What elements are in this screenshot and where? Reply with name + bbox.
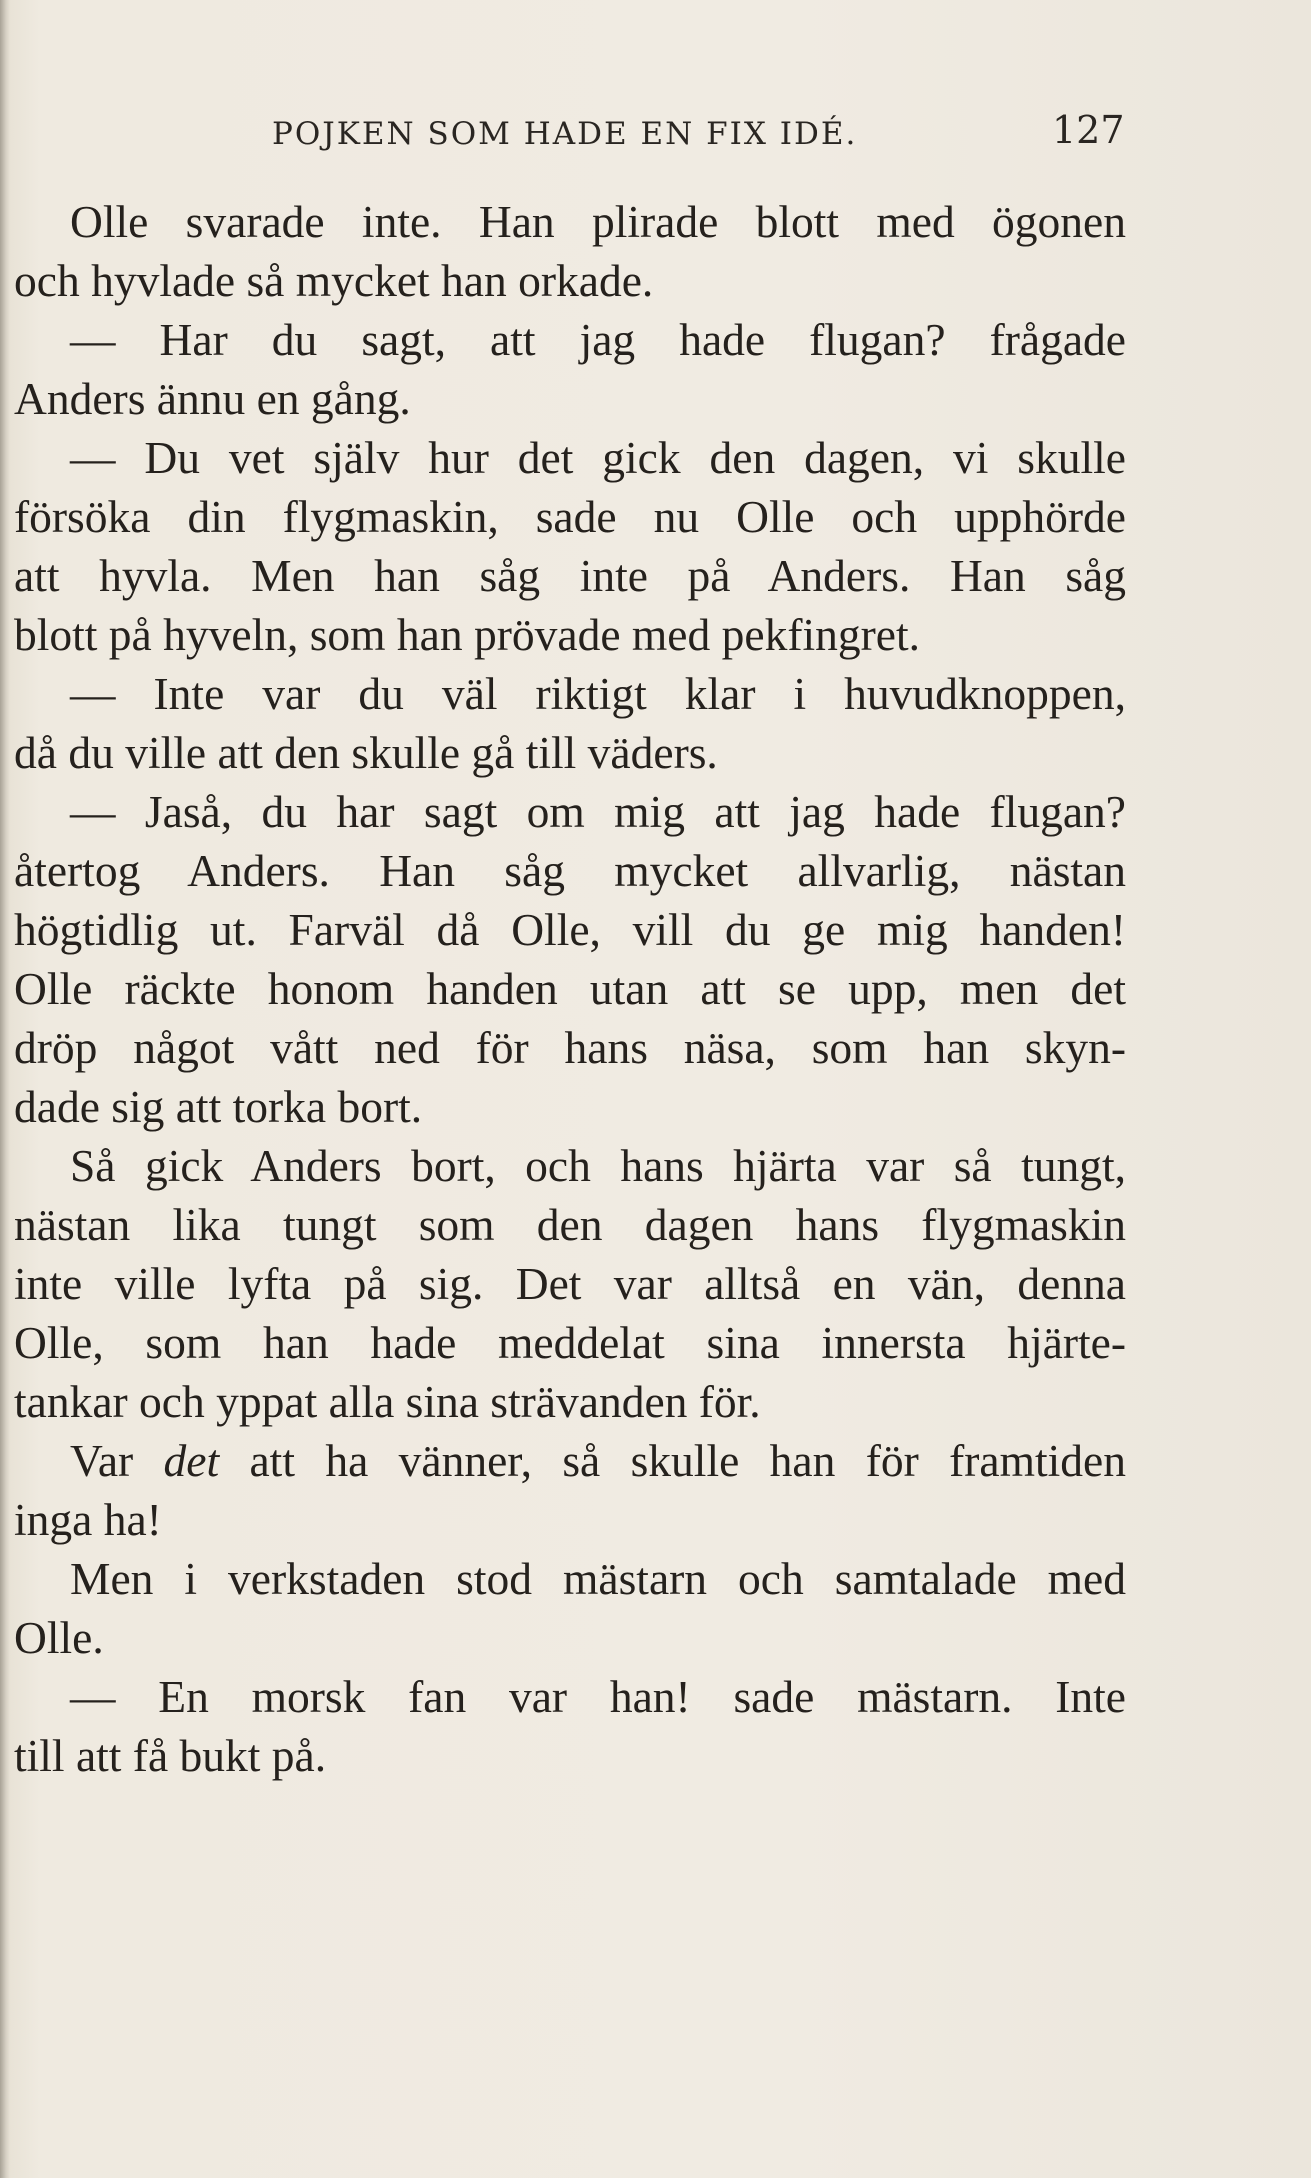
text-line: nästan lika tungt som den dagen hans flygmaskin xyxy=(14,1199,1126,1250)
running-head-title: POJKEN SOM HADE EN FIX IDÉ. xyxy=(272,116,858,152)
text-line: inga ha! xyxy=(14,1494,162,1545)
text-line: högtidlig ut. Farväl då Olle, vill du ge mig handen! xyxy=(14,904,1126,955)
text-line: — Inte var du väl riktigt klar i huvudknoppen, xyxy=(70,668,1126,719)
text-line: inte ville lyfta på sig. Det var alltså en vän, denna xyxy=(14,1258,1126,1309)
text-line: försöka din flygmaskin, sade nu Olle och upphörde xyxy=(14,491,1126,542)
text-line: — Har du sagt, att jag hade flugan? frågade xyxy=(70,314,1126,365)
text-line: dröp något vått ned för hans näsa, som han skyn- xyxy=(14,1022,1126,1073)
text-line: till att få bukt på. xyxy=(14,1730,327,1781)
text-line: Så gick Anders bort, och hans hjärta var så tungt, xyxy=(70,1140,1126,1191)
text-line-italic xyxy=(14,1431,1126,1490)
text-line: — Du vet själv hur det gick den dagen, vi skulle xyxy=(70,432,1126,483)
text-line: då du ville att den skulle gå till väders. xyxy=(14,727,718,778)
text-line: Men i verkstaden stod mästarn och samtalade med xyxy=(70,1553,1126,1604)
text-line: Olle svarade inte. Han plirade blott med ögonen xyxy=(70,196,1126,247)
text-line: Anders ännu en gång. xyxy=(14,373,411,424)
italic-line-after: att ha vänner, så skulle han för framtiden xyxy=(219,1435,1126,1486)
italic-line-before: Var xyxy=(70,1435,164,1486)
body-text xyxy=(14,192,1126,1785)
page-gutter-shadow xyxy=(0,0,10,2178)
text-line: Olle. xyxy=(14,1612,104,1663)
text-line: — Jaså, du har sagt om mig att jag hade flugan? xyxy=(70,786,1126,837)
text-line: — En morsk fan var han! sade mästarn. Inte xyxy=(70,1671,1126,1722)
text-line: och hyvlade så mycket han orkade. xyxy=(14,255,654,306)
text-line: återtog Anders. Han såg mycket allvarlig, nästan xyxy=(14,845,1126,896)
italic-word: det xyxy=(163,1435,220,1486)
page-number: 127 xyxy=(1052,108,1125,152)
text-line: Olle räckte honom handen utan att se upp, men det xyxy=(14,963,1126,1014)
text-line: att hyvla. Men han såg inte på Anders. Han såg xyxy=(14,550,1126,601)
text-line: dade sig att torka bort. xyxy=(14,1081,423,1132)
text-line: blott på hyveln, som han prövade med pekfingret. xyxy=(14,609,920,660)
text-line: Olle, som han hade meddelat sina innersta hjärte- xyxy=(14,1317,1126,1368)
text-line: tankar och yppat alla sina strävanden för. xyxy=(14,1376,761,1427)
